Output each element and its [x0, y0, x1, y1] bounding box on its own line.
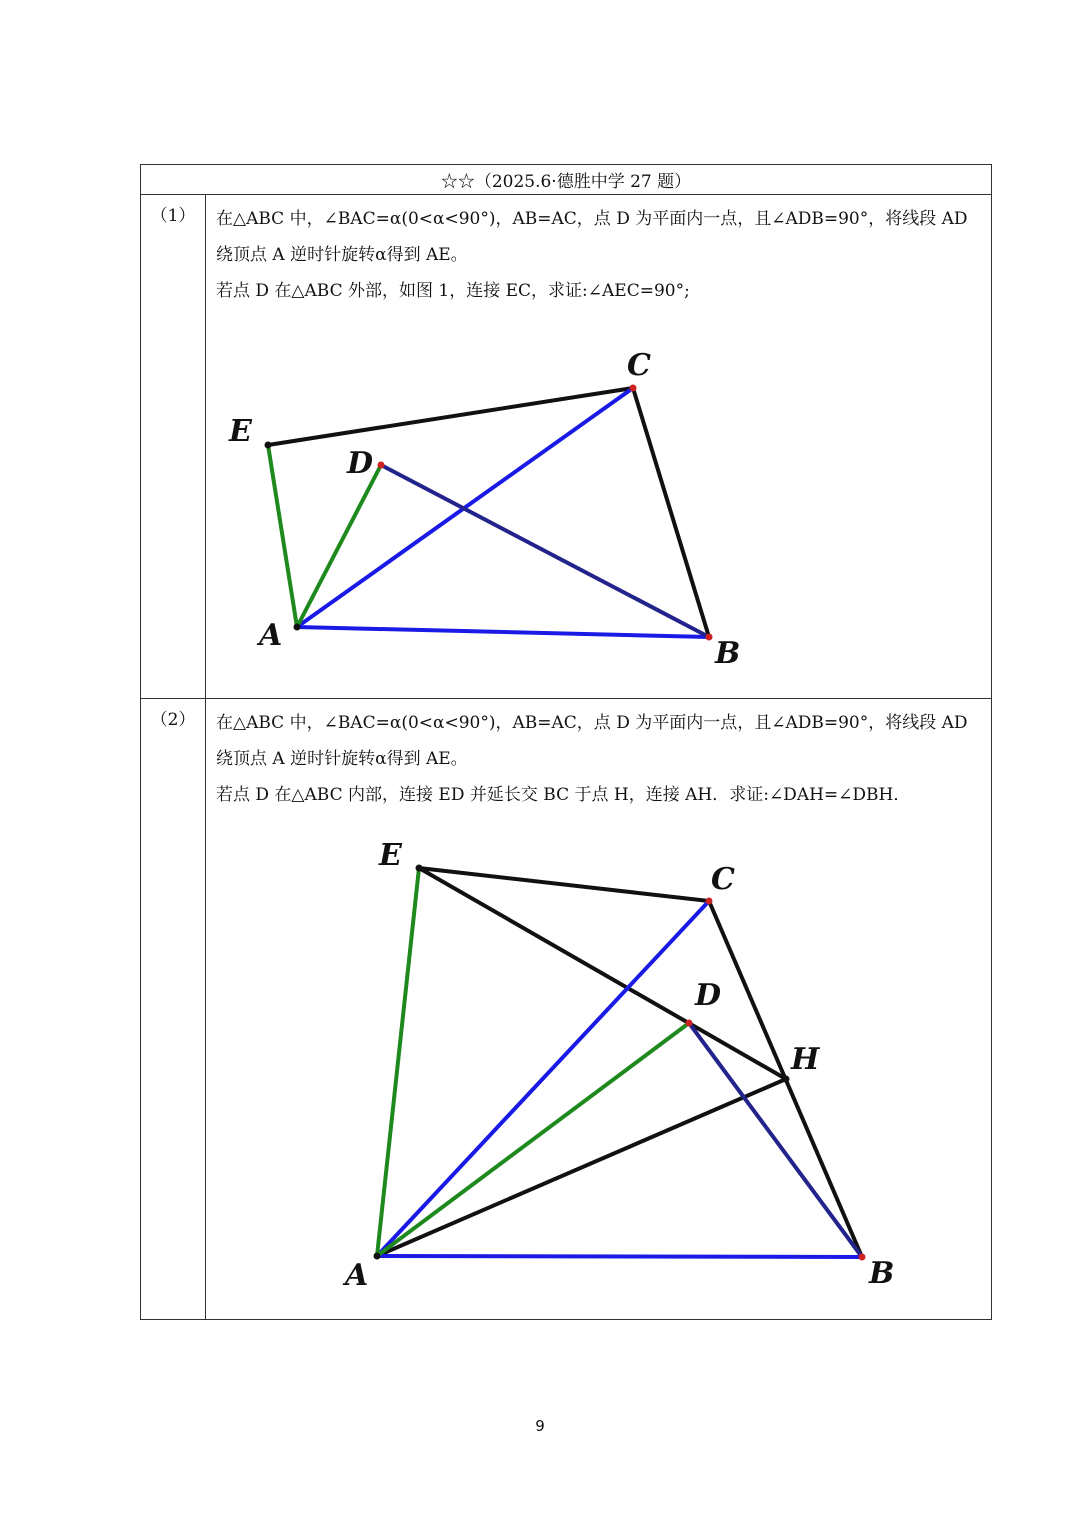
problem-row-1 [141, 195, 991, 699]
point-A [374, 1253, 381, 1260]
problem-1-line-1: 在△ABC 中，∠BAC=α(0<α<90°)，AB=AC，点 D 为平面内一点，且∠ADB=90°，将线段 AD [216, 209, 968, 229]
table-header [141, 165, 991, 195]
label-C: C [627, 348, 651, 383]
label-D: D [347, 446, 374, 481]
problem-row-2 [141, 699, 991, 1320]
label-E: E [379, 838, 402, 873]
segment-AE [268, 445, 297, 627]
point-C [706, 898, 713, 905]
problem-2-line-1: 在△ABC 中，∠BAC=α(0<α<90°)，AB=AC，点 D 为平面内一点，且∠ADB=90°，将线段 AD [216, 713, 968, 733]
point-A [294, 624, 301, 631]
segment-AD [297, 465, 381, 627]
point-D [378, 462, 385, 469]
problem-1-line-2: 绕顶点 A 逆时针旋转α得到 AE。 [216, 245, 468, 265]
segment-AC [377, 901, 709, 1256]
segment-DB [381, 465, 709, 637]
figure-2 [331, 833, 911, 1307]
label-E: E [229, 414, 252, 449]
point-E [265, 442, 272, 449]
segment-EH [419, 868, 786, 1079]
segment-AE [377, 868, 419, 1256]
segment-CB [633, 388, 709, 637]
label-C: C [711, 862, 735, 897]
problem-source-title: ☆☆（2025.6·德胜中学 27 题） [440, 172, 692, 192]
problem-table [140, 164, 992, 1320]
point-D [686, 1020, 693, 1027]
label-A: A [345, 1258, 369, 1293]
figure-1-diagram [211, 345, 811, 675]
segment-AB [297, 627, 709, 637]
point-B [859, 1254, 866, 1261]
segment-EC [419, 868, 709, 901]
point-E [416, 865, 423, 872]
label-B: B [869, 1256, 895, 1291]
segment-AB [377, 1256, 862, 1257]
problem-2-line-3: 若点 D 在△ABC 内部，连接 ED 并延长交 BC 于点 H，连接 AH．求证:∠DAH=∠DBH． [216, 785, 911, 805]
point-C [630, 385, 637, 392]
point-B [706, 634, 713, 641]
segment-EC [268, 388, 633, 445]
problem-number-2: （2） [141, 699, 206, 1320]
point-H [783, 1076, 790, 1083]
figure-2-diagram [331, 833, 911, 1303]
page-number: 9 [535, 1417, 545, 1435]
label-B: B [715, 636, 741, 671]
label-D: D [695, 978, 722, 1013]
problem-number-1: （1） [141, 195, 206, 698]
problem-1-line-3: 若点 D 在△ABC 外部，如图 1，连接 EC，求证:∠AEC=90°; [216, 281, 690, 301]
figure-1 [211, 345, 811, 679]
label-H: H [791, 1042, 820, 1077]
problem-2-line-2: 绕顶点 A 逆时针旋转α得到 AE。 [216, 749, 468, 769]
label-A: A [259, 618, 283, 653]
